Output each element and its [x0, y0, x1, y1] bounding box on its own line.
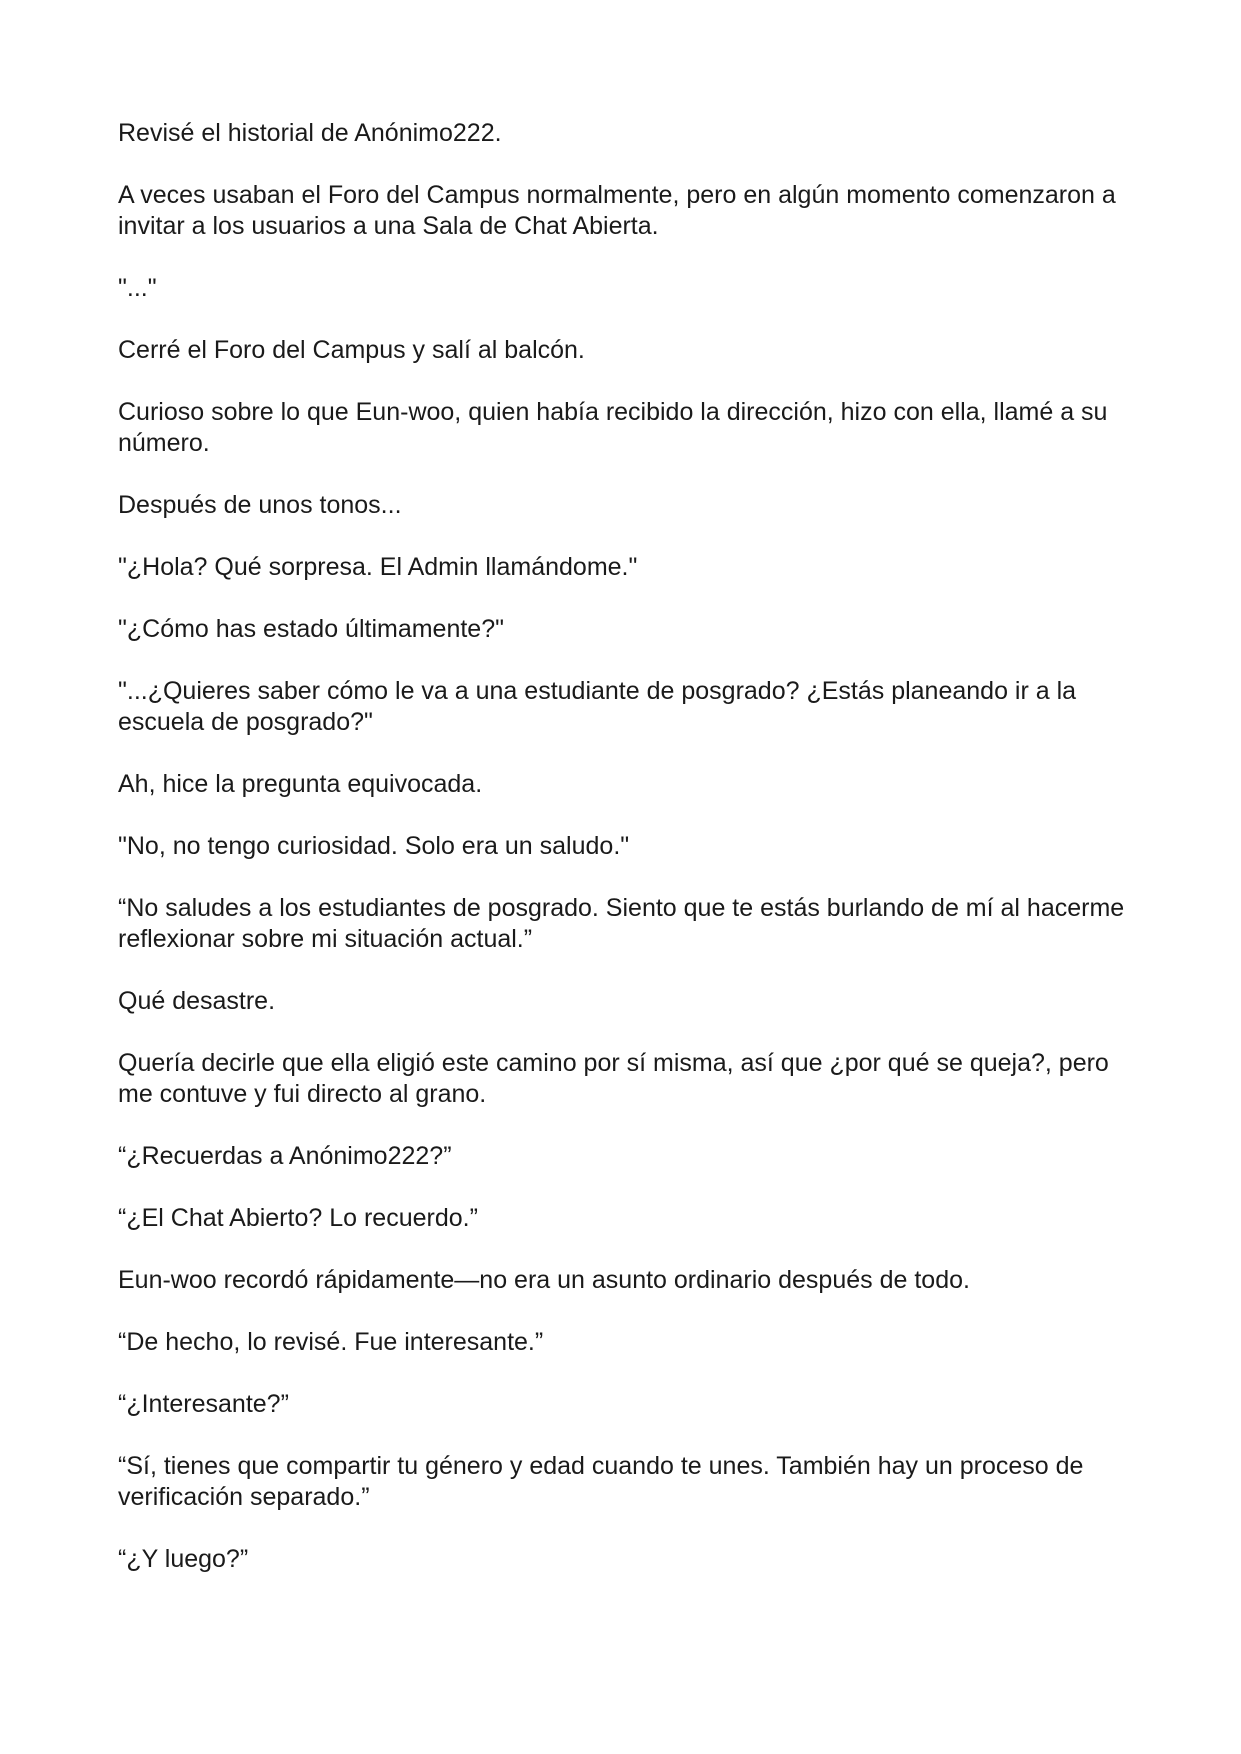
paragraph: “Sí, tienes que compartir tu género y edad cuando te unes. También hay un proceso de verificación separado.” [118, 1452, 1084, 1511]
paragraph: Eun-woo recordó rápidamente—no era un asunto ordinario después de todo. [118, 1266, 970, 1294]
paragraph: Quería decirle que ella eligió este camino por sí misma, así que ¿por qué se queja?, pero me contuve y fui directo al grano. [118, 1049, 1109, 1108]
paragraph: “¿Interesante?” [118, 1390, 289, 1418]
paragraph: "..." [118, 274, 157, 302]
paragraph: Después de unos tonos... [118, 491, 402, 519]
paragraph: Qué desastre. [118, 987, 276, 1015]
paragraph: A veces usaban el Foro del Campus normalmente, pero en algún momento comenzaron a invitar a los usuarios a una Sala de Chat Abierta. [118, 181, 1116, 240]
paragraph: “De hecho, lo revisé. Fue interesante.” [118, 1328, 544, 1356]
document-body [118, 118, 1128, 1606]
paragraph: “¿Y luego?” [118, 1545, 249, 1573]
paragraph: “¿Recuerdas a Anónimo222?” [118, 1142, 452, 1170]
paragraph: Curioso sobre lo que Eun-woo, quien había recibido la dirección, hizo con ella, llamé a su número. [118, 398, 1108, 457]
paragraph: "¿Cómo has estado últimamente?" [118, 615, 504, 643]
paragraph: Ah, hice la pregunta equivocada. [118, 770, 483, 798]
paragraph: “No saludes a los estudiantes de posgrado. Siento que te estás burlando de mí al hacerme reflexionar sobre mi situación actual.” [118, 894, 1125, 953]
paragraph: "...¿Quieres saber cómo le va a una estudiante de posgrado? ¿Estás planeando ir a la escuela de posgrado?" [118, 677, 1077, 736]
paragraph: “¿El Chat Abierto? Lo recuerdo.” [118, 1204, 478, 1232]
paragraph: "No, no tengo curiosidad. Solo era un saludo." [118, 832, 630, 860]
paragraph: Cerré el Foro del Campus y salí al balcón. [118, 336, 585, 364]
paragraph: "¿Hola? Qué sorpresa. El Admin llamándome." [118, 553, 638, 581]
paragraph: Revisé el historial de Anónimo222. [118, 119, 502, 147]
